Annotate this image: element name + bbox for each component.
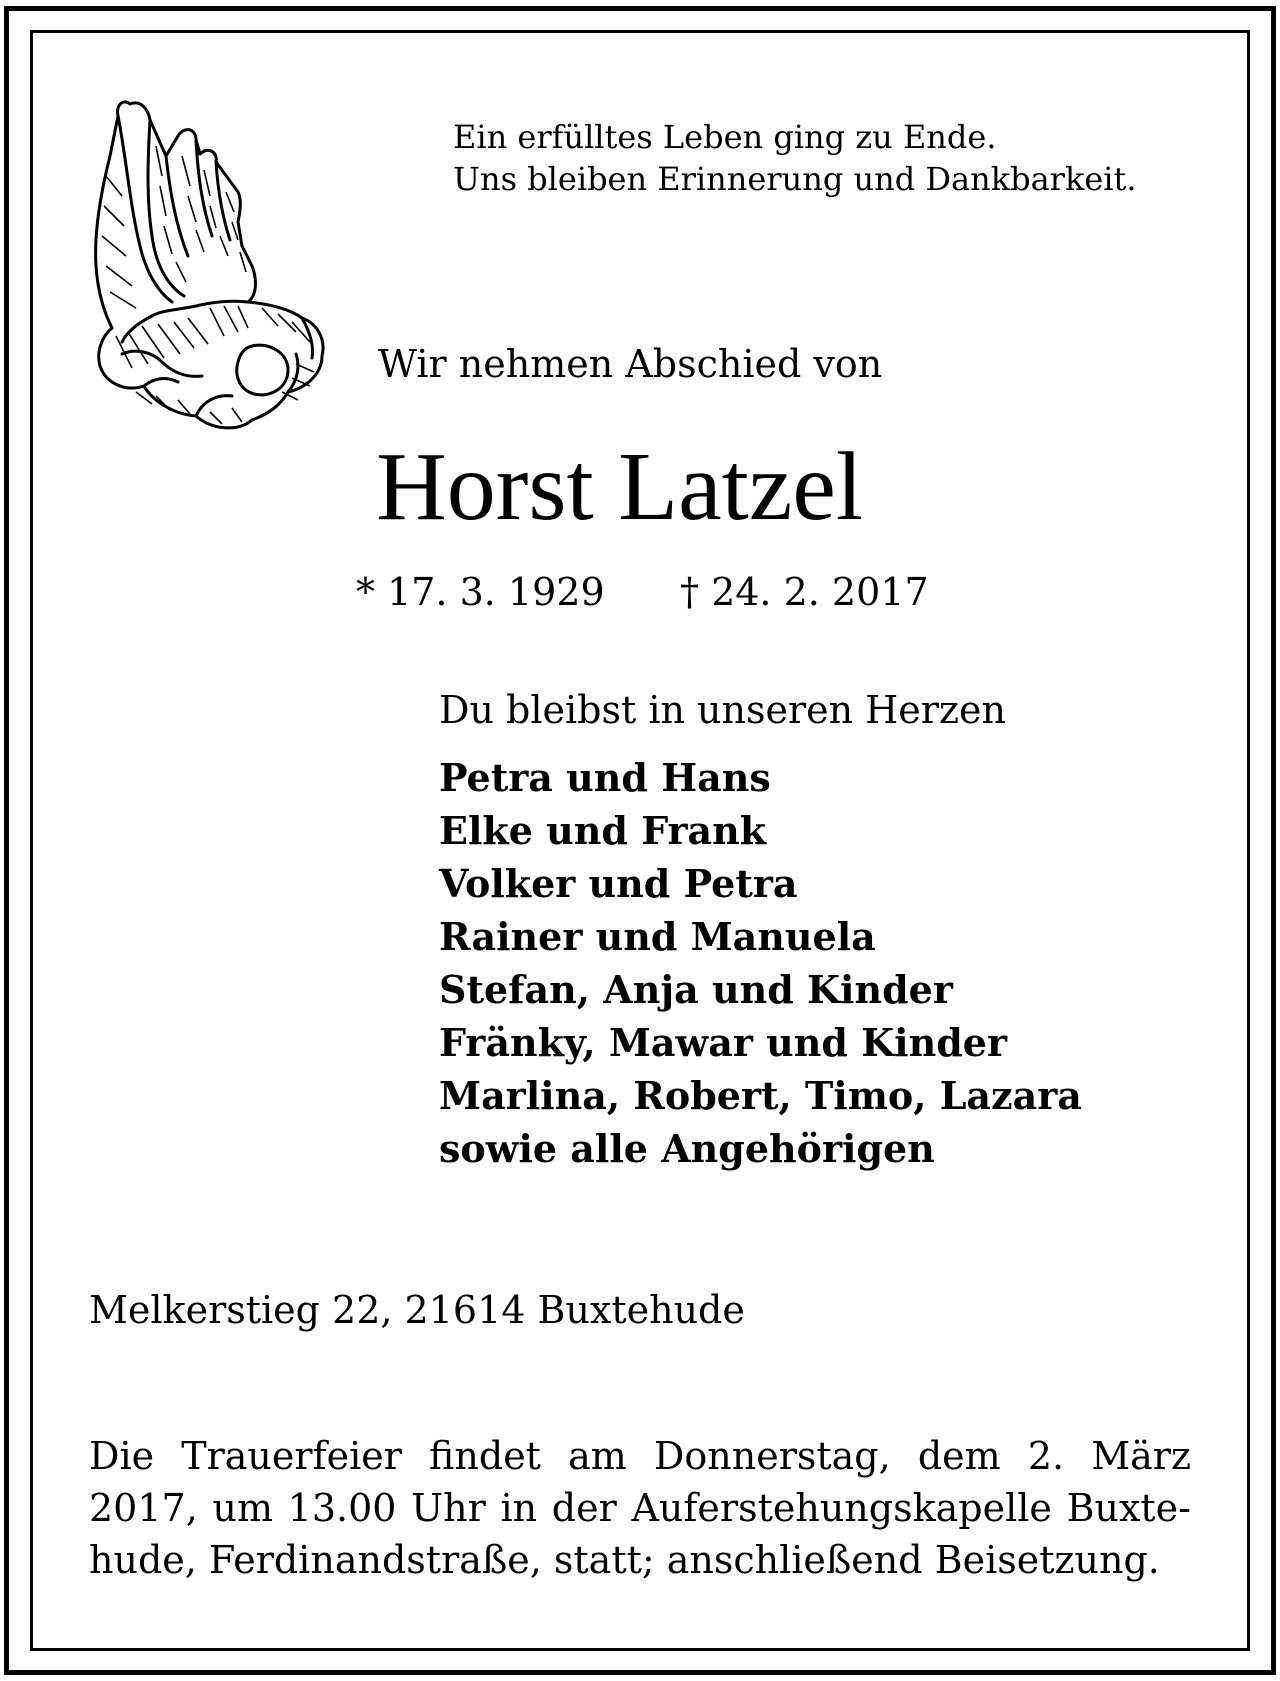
- mourners-list: [439, 751, 1082, 1175]
- mourner: Petra und Hans: [439, 755, 771, 800]
- death-date: † 24. 2. 2017: [680, 570, 929, 614]
- mourner: Stefan, Anja und Kinder: [439, 967, 953, 1012]
- mourner: Rainer und Manuela: [439, 914, 876, 959]
- mourner: Volker und Petra: [439, 861, 798, 906]
- ceremony-text: [89, 1430, 1191, 1586]
- farewell-intro: Wir nehmen Abschied von: [378, 342, 883, 386]
- praying-hands-icon: [92, 96, 328, 432]
- address: Melkerstieg 22, 21614 Buxtehude: [89, 1288, 745, 1332]
- memorial-line: Du bleibst in unseren Herzen: [439, 688, 1006, 732]
- ceremony-line: Die Trauerfeier findet am Donnerstag, dem 2. März: [89, 1434, 1191, 1478]
- deceased-name: Horst Latzel: [376, 433, 864, 541]
- quote-line-2: Uns bleiben Erinnerung und Dankbarkeit.: [453, 160, 1137, 198]
- birth-date: * 17. 3. 1929: [356, 570, 605, 614]
- ceremony-line: hude, Ferdinandstraße, statt; anschließend Beisetzung.: [89, 1538, 1160, 1582]
- quote: [453, 116, 1137, 200]
- mourner: Elke und Frank: [439, 808, 767, 853]
- mourner: Marlina, Robert, Timo, Lazara: [439, 1073, 1082, 1118]
- quote-line-1: Ein erfülltes Leben ging zu Ende.: [453, 118, 997, 156]
- mourner: Fränky, Mawar und Kinder: [439, 1020, 1007, 1065]
- ceremony-line: 2017, um 13.00 Uhr in der Auferstehungskapelle Buxte-: [89, 1486, 1191, 1530]
- mourner: sowie alle Angehörigen: [439, 1126, 935, 1171]
